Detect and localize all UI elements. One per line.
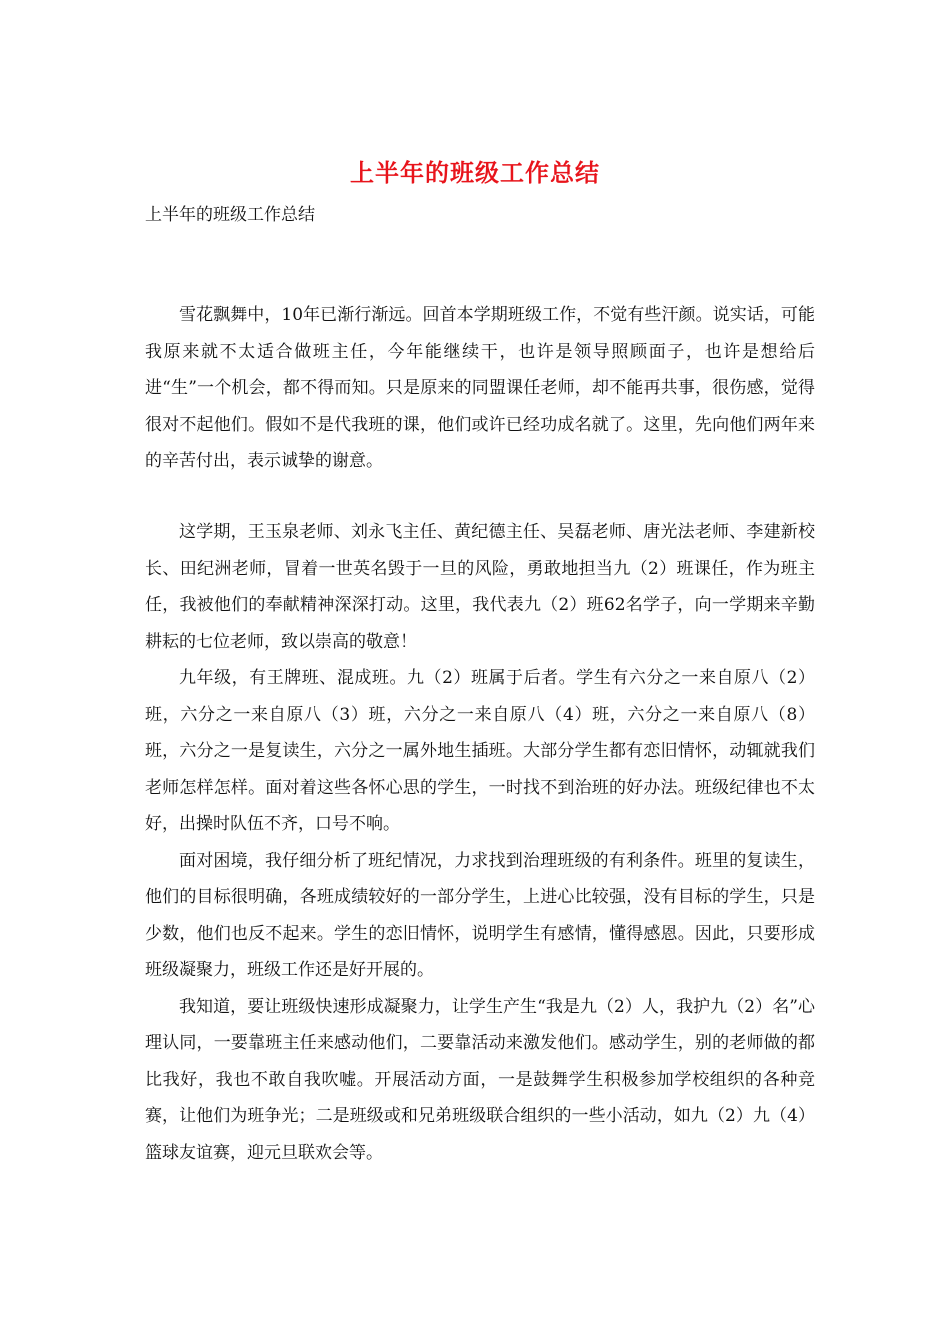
document-subtitle: 上半年的班级工作总结 <box>145 205 315 225</box>
paragraph-3: 九年级，有王牌班、混成班。九（2）班属于后者。学生有六分之一来自原八（2）班，六分之一来自原八（3）班，六分之一来自原八（4）班，六分之一来自原八（8）班，六分之一是复读生，六分之一属外地生插班。大部分学生都有恋旧情怀，动辄就我们老师怎样怎样。面对着这些各怀心思的学生，一时找不到治班的好办法。班级纪律也不太好，出操时队伍不齐，口号不响。 <box>145 668 815 834</box>
paragraph-5: 我知道，要让班级快速形成凝聚力，让学生产生“我是九（2）人，我护九（2）名”心理认同，一要靠班主任来感动他们，二要靠活动来激发他们。感动学生，别的老师做的都比我好，我也不敢自我吹嘘。开展活动方面，一是鼓舞学生积极参加学校组织的各种竞赛，让他们为班争光；二是班级或和兄弟班级联合组织的一些小活动，如九（2）九（4）篮球友谊赛，迎元旦联欢会等。 <box>145 996 815 1163</box>
opening-section <box>145 297 815 480</box>
main-section <box>145 514 815 1171</box>
paragraph-4: 面对困境，我仔细分析了班纪情况，力求找到治理班级的有利条件。班里的复读生，他们的目标很明确，各班成绩较好的一部分学生，上进心比较强，没有目标的学生，只是少数，他们也反不起来。学生的恋旧情怀，说明学生有感情，懂得感恩。因此，只要形成班级凝聚力，班级工作还是好开展的。 <box>145 850 815 980</box>
paragraph-1: 雪花飘舞中，10年已渐行渐远。回首本学期班级工作，不觉有些汗颜。说实话，可能我原来就不太适合做班主任，今年能继续干，也许是领导照顾面子，也许是想给后进“生”一个机会，都不得而知。只是原来的同盟课任老师，却不能再共事，很伤感，觉得很对不起他们。假如不是代我班的课，他们或许已经功成名就了。这里，先向他们两年来的辛苦付出，表示诚挚的谢意。 <box>145 305 815 471</box>
document-title: 上半年的班级工作总结 <box>350 158 600 187</box>
paragraph-2: 这学期，王玉泉老师、刘永飞主任、黄纪德主任、吴磊老师、唐光法老师、李建新校长、田纪洲老师，冒着一世英名毁于一旦的风险，勇敢地担当九（2）班课任，作为班主任，我被他们的奉献精神深深打动。这里，我代表九（2）班62名学子，向一学期来辛勤耕耘的七位老师，致以崇高的敬意！ <box>145 522 815 652</box>
